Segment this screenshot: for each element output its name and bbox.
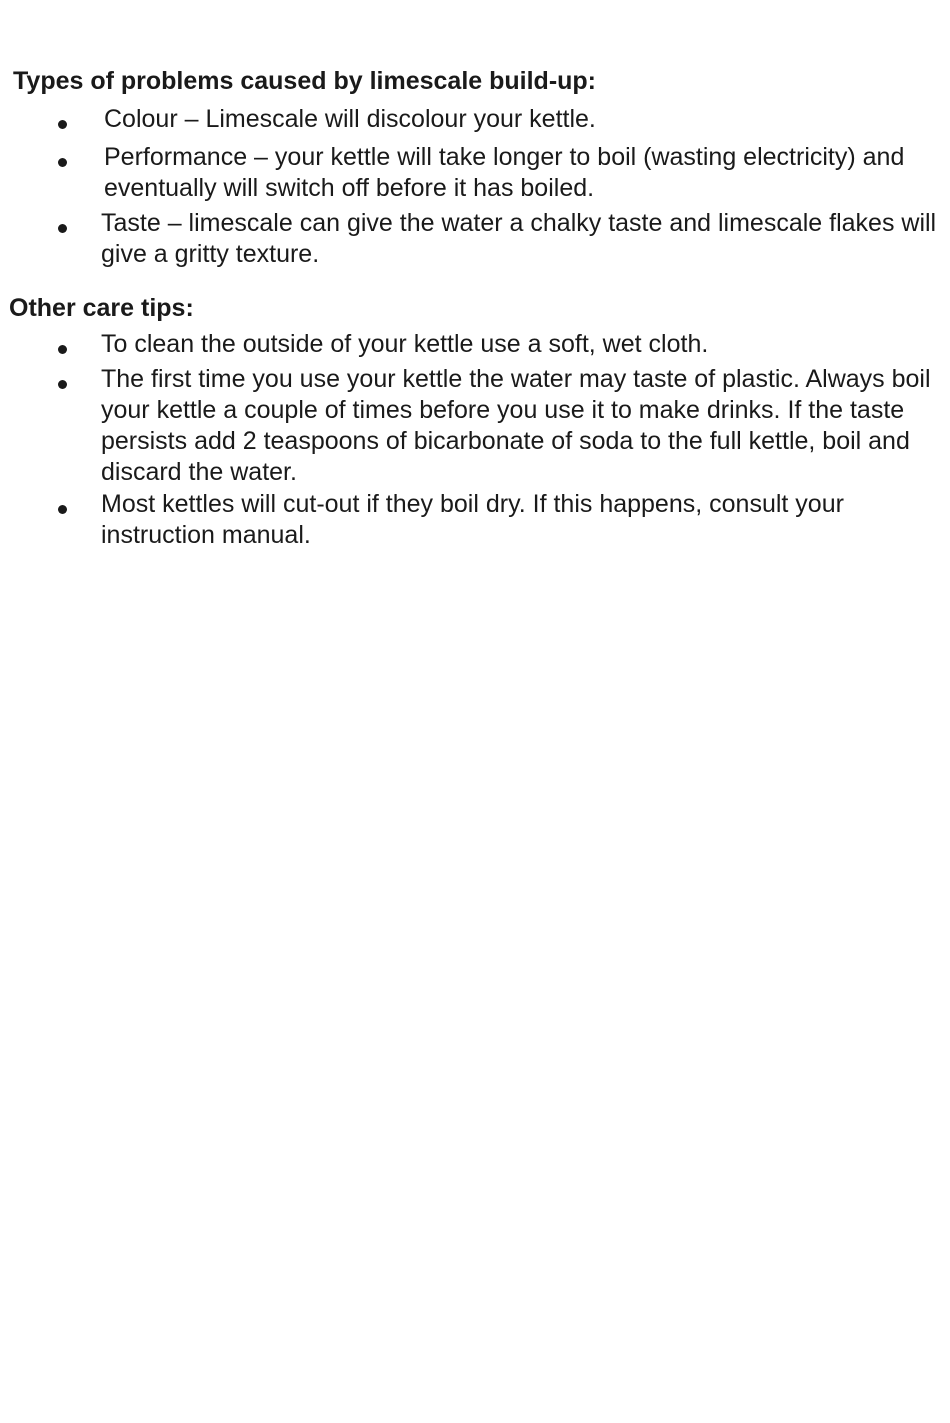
bullet-icon xyxy=(58,505,67,514)
list-item-first-use: The first time you use your kettle the water may taste of plastic. Always boil your kettle a couple of times before you use it to make drinks. If the taste persists add 2 teaspoons of bicarbonate of soda to the full kettle, boil and discard the water. xyxy=(101,365,931,486)
list-item-taste: Taste – limescale can give the water a chalky taste and limescale flakes will give a gritty texture. xyxy=(101,209,937,268)
bullet-icon xyxy=(58,345,67,354)
bullet-icon xyxy=(58,120,67,129)
list-item-boil-dry: Most kettles will cut-out if they boil dry. If this happens, consult your instruction manual. xyxy=(101,490,844,549)
list-item-clean-outside: To clean the outside of your kettle use a soft, wet cloth. xyxy=(101,330,709,358)
list-item-colour: Colour – Limescale will discolour your kettle. xyxy=(104,105,596,133)
section-heading-limescale-problems: Types of problems caused by limescale build-up: xyxy=(13,67,597,95)
bullet-icon xyxy=(58,158,67,167)
bullet-icon xyxy=(58,380,67,389)
bullet-icon xyxy=(58,224,67,233)
section-heading-other-care-tips: Other care tips: xyxy=(9,294,194,322)
list-item-performance: Performance – your kettle will take longer to boil (wasting electricity) and eventually will switch off before it has boiled. xyxy=(104,143,905,202)
